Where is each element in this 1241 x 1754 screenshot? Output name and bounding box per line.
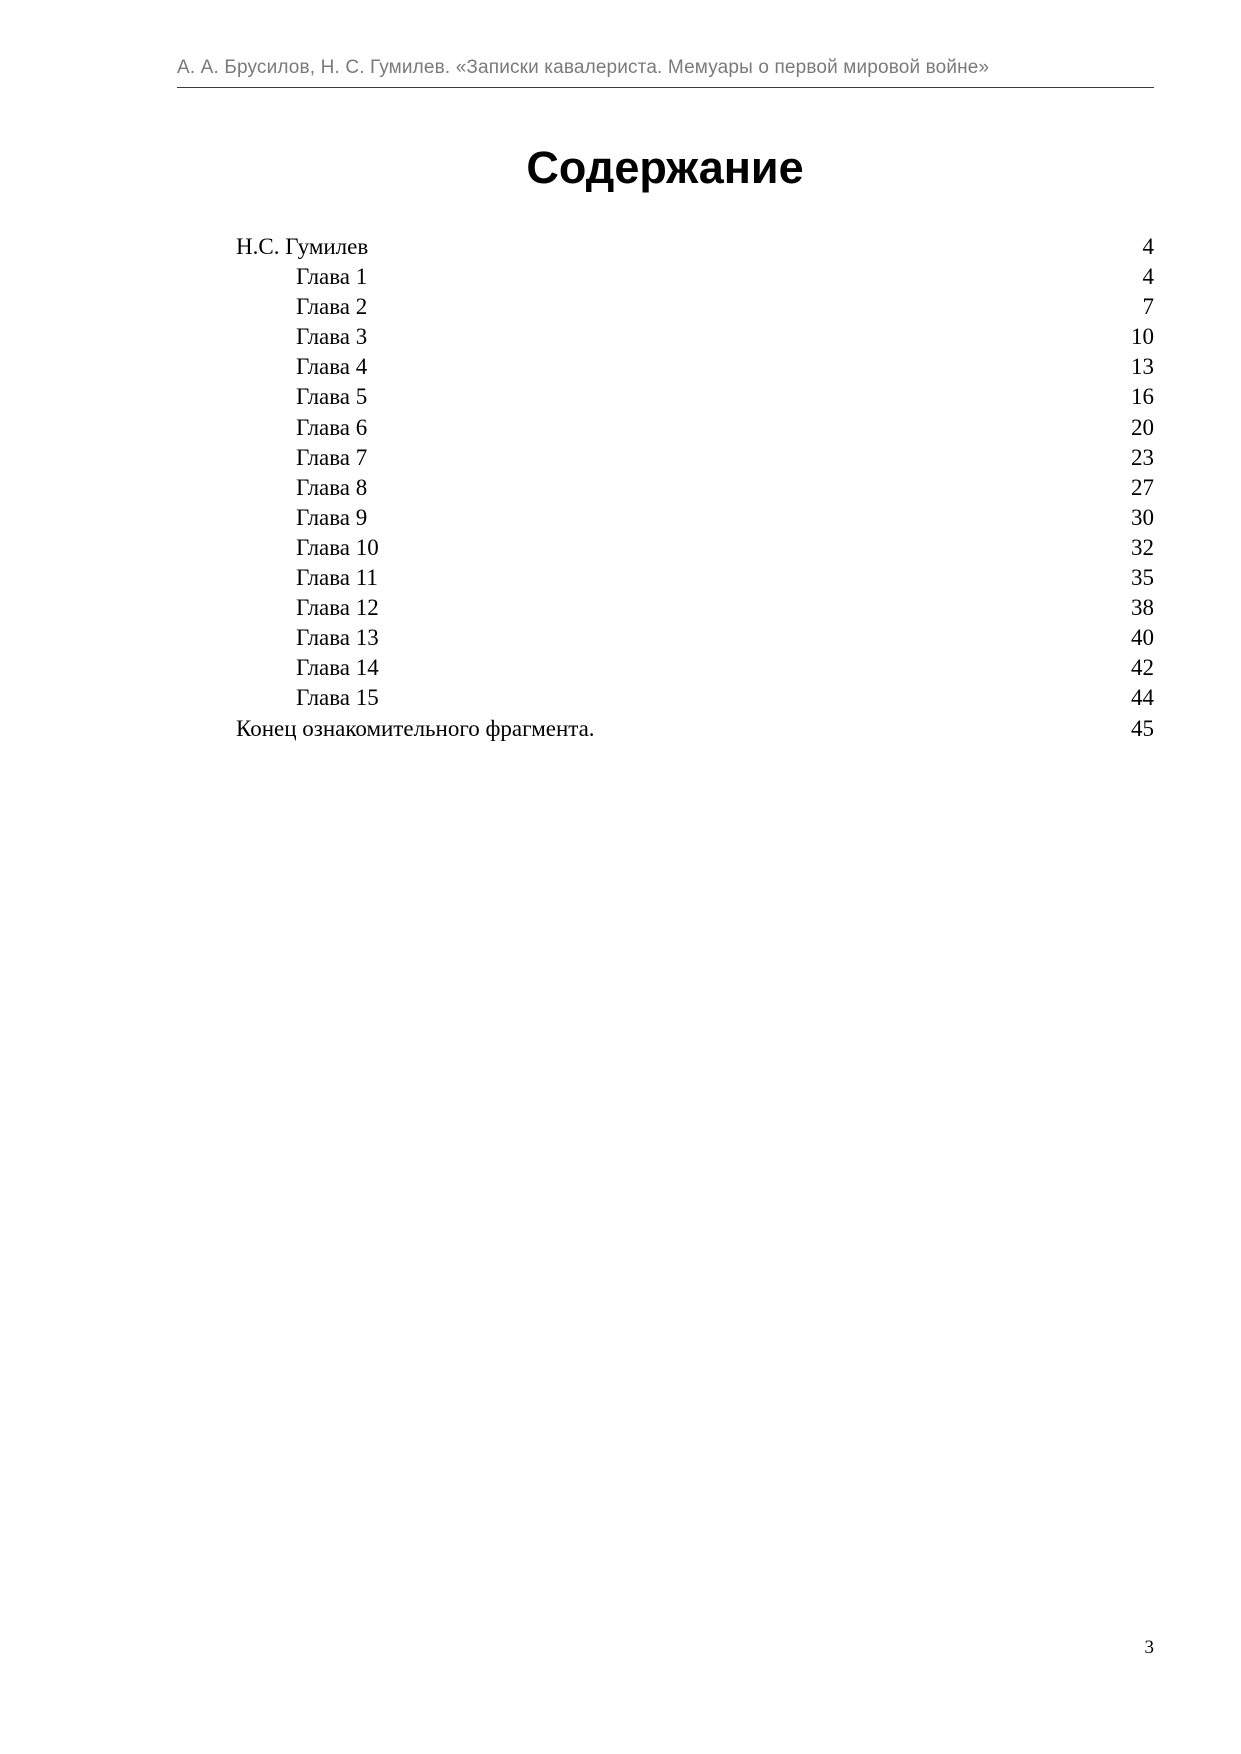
toc-entry[interactable]	[236, 352, 1154, 382]
toc-entry-page: 40	[1131, 625, 1154, 651]
toc-entry[interactable]	[236, 443, 1154, 473]
toc-entry[interactable]	[236, 563, 1154, 593]
toc-entry-page: 42	[1131, 655, 1154, 681]
toc-entry-label: Глава 15	[296, 685, 379, 711]
toc-entry[interactable]	[236, 533, 1154, 563]
toc-entry-label: Н.С. Гумилев	[236, 234, 369, 259]
toc-entry-page: 4	[1142, 234, 1154, 259]
toc-entry-label: Глава 4	[296, 354, 368, 380]
toc-entry-label: Конец ознакомительного фрагмента.	[236, 715, 595, 741]
toc-entry[interactable]	[236, 473, 1154, 503]
toc-entry[interactable]	[236, 683, 1154, 713]
toc-entry[interactable]	[236, 503, 1154, 533]
toc-entry[interactable]	[236, 262, 1154, 292]
toc-entry-page: 45	[1131, 715, 1154, 741]
toc-entry-label: Глава 14	[296, 655, 379, 681]
toc-entry-label: Глава 3	[296, 324, 368, 350]
toc-entry[interactable]	[236, 232, 1154, 262]
toc-entry-label: Глава 8	[296, 474, 368, 500]
toc-entry-label: Глава 9	[296, 504, 368, 530]
table-of-contents	[236, 232, 1154, 744]
page-title: Содержание	[526, 142, 804, 193]
toc-entry-page: 23	[1131, 444, 1154, 470]
toc-entry[interactable]	[236, 714, 1154, 744]
toc-entry[interactable]	[236, 322, 1154, 352]
toc-entry-label: Глава 2	[296, 294, 368, 320]
toc-entry-page: 16	[1131, 384, 1154, 410]
toc-entry[interactable]	[236, 413, 1154, 443]
toc-entry-page: 13	[1131, 354, 1154, 380]
toc-entry-label: Глава 13	[296, 625, 379, 651]
toc-entry[interactable]	[236, 382, 1154, 412]
toc-entry-label: Глава 6	[296, 414, 368, 440]
toc-entry[interactable]	[236, 653, 1154, 683]
toc-entry-page: 30	[1131, 504, 1154, 530]
toc-entry-page: 27	[1131, 474, 1154, 500]
toc-entry[interactable]	[236, 292, 1154, 322]
toc-entry-page: 44	[1131, 685, 1154, 711]
toc-entry[interactable]	[236, 623, 1154, 653]
toc-entry-page: 32	[1131, 534, 1154, 560]
page-number: 3	[1144, 1637, 1154, 1658]
toc-entry-label: Глава 10	[296, 534, 379, 560]
running-header: А. А. Брусилов, Н. С. Гумилев. «Записки кавалериста. Мемуары о первой мировой войне»	[177, 57, 990, 78]
toc-entry-label: Глава 5	[296, 384, 368, 410]
toc-entry[interactable]	[236, 593, 1154, 623]
header-divider	[177, 87, 1154, 88]
toc-entry-label: Глава 11	[296, 565, 378, 591]
toc-entry-label: Глава 7	[296, 444, 368, 470]
toc-entry-page: 35	[1131, 565, 1154, 591]
toc-entry-label: Глава 12	[296, 595, 379, 621]
toc-entry-page: 20	[1131, 414, 1154, 440]
toc-entry-page: 38	[1131, 595, 1154, 621]
toc-entry-page: 10	[1131, 324, 1154, 350]
toc-entry-page: 7	[1142, 294, 1154, 320]
toc-entry-page: 4	[1142, 264, 1154, 290]
toc-entry-label: Глава 1	[296, 264, 368, 290]
